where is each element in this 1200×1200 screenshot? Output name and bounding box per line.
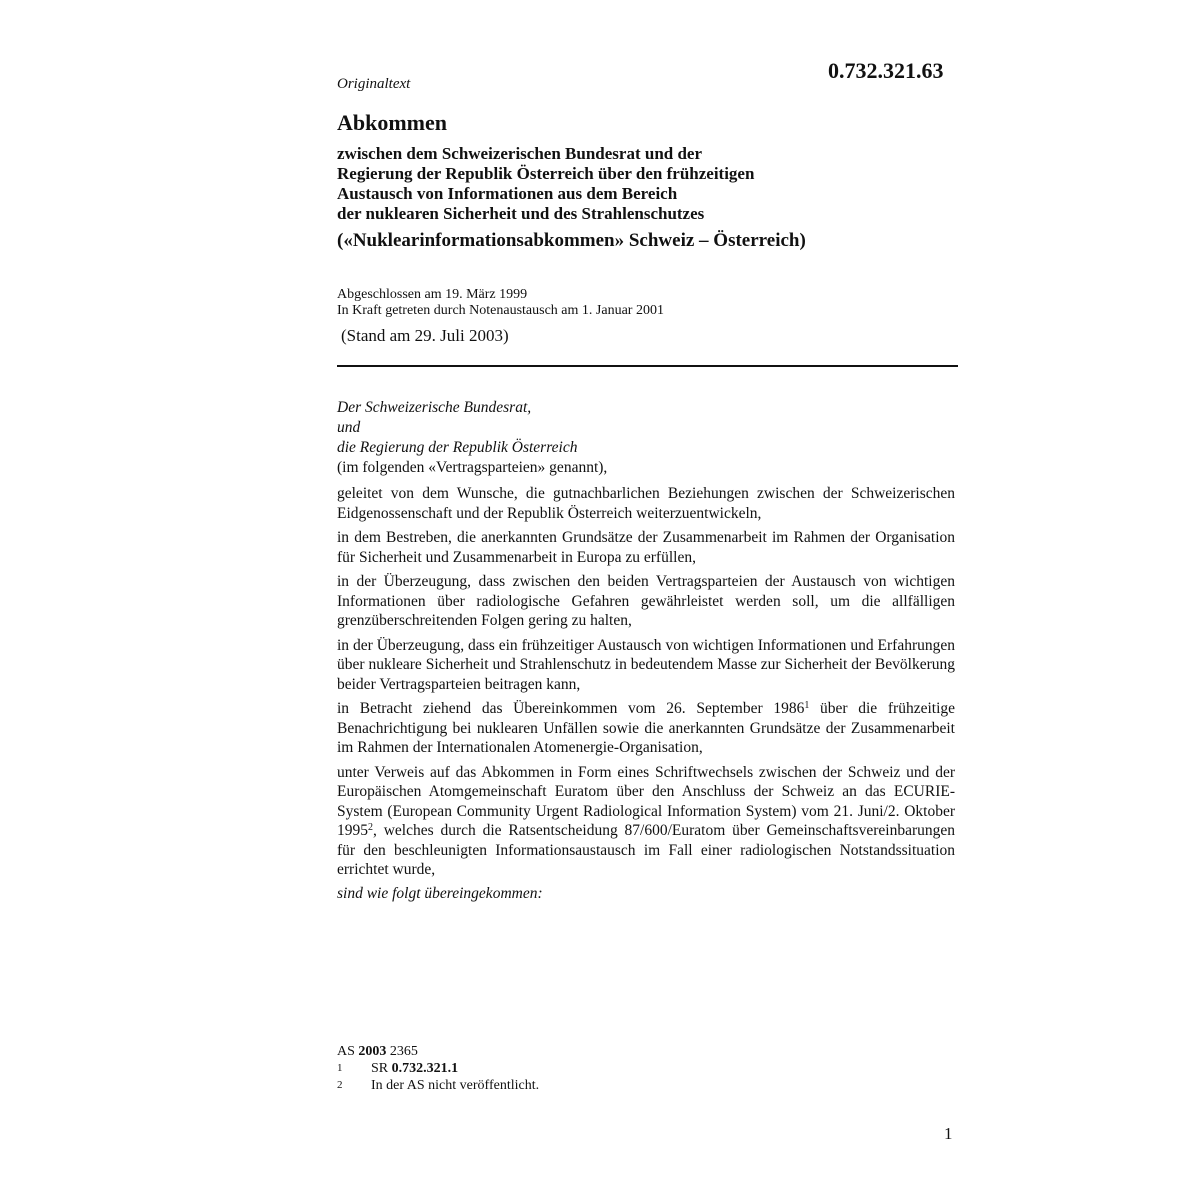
footnote-text: In der AS nicht veröffentlicht. <box>371 1078 540 1093</box>
dates-block <box>337 287 664 319</box>
closing-formula: sind wie folgt übereingekommen: <box>337 884 543 902</box>
status-date: (Stand am 29. Juli 2003) <box>341 326 509 345</box>
page-number: 1 <box>944 1124 953 1143</box>
preamble <box>337 484 955 903</box>
in-force-date: In Kraft getreten durch Notenaustausch am 1. Januar 2001 <box>337 303 664 318</box>
paragraph-text: unter Verweis auf das Abkommen in Form eines Schriftwechsels zwischen der Schweiz und der Europäischen Atomgemeinschaft Euratom über den Anschluss der Schweiz an das ECURIE-System (European Community Urgent Radiological Information System) vom 21. Juni/2. Oktober 1995 <box>337 763 955 839</box>
preamble-paragraph: in dem Bestreben, die anerkannten Grundsätze der Zusammenarbeit im Rahmen der Organisation für Sicherheit und Zusammenarbeit in Europa zu erfüllen, <box>337 529 955 566</box>
paragraph-text: in Betracht ziehend das Übereinkommen vom 26. September 1986 <box>337 700 805 717</box>
preamble-paragraph: in der Überzeugung, dass ein frühzeitiger Austausch von wichtigen Informationen und Erfahrungen über nukleare Sicherheit und Strahlenschutz in bedeutendem Masse zur Sicherheit der Bevölkerung beider Vertragsparteien beitragen kann, <box>337 636 955 693</box>
party-two: die Regierung der Republik Österreich <box>337 439 578 456</box>
party-one: Der Schweizerische Bundesrat, <box>337 399 532 416</box>
subtitle-line: zwischen dem Schweizerischen Bundesrat und der <box>337 144 703 163</box>
preamble-paragraph: geleitet von dem Wunsche, die gutnachbarlichen Beziehungen zwischen der Schweizerischen Eidgenossenschaft und der Republik Österreich weiterzuentwickeln, <box>337 485 955 522</box>
original-text-label: Originaltext <box>337 76 411 92</box>
preamble-paragraph <box>337 699 955 758</box>
sr-number: 0.732.321.63 <box>828 58 944 83</box>
concluded-date: Abgeschlossen am 19. März 1999 <box>337 287 528 302</box>
parties-block <box>337 398 957 478</box>
footnote-ref[interactable]: 2 <box>368 822 373 833</box>
as-page: 2365 <box>389 1044 418 1059</box>
as-year: 2003 <box>358 1044 387 1059</box>
footnote-prefix: SR <box>371 1061 389 1076</box>
as-prefix: AS <box>337 1044 355 1059</box>
preamble-paragraph <box>337 763 955 880</box>
document-subtitle <box>337 144 754 224</box>
footnote <box>337 1060 837 1077</box>
divider-rule <box>337 365 958 367</box>
footnote-ref[interactable]: 1 <box>804 700 810 711</box>
short-title: («Nuklearinformationsabkommen» Schweiz – Österreich) <box>337 230 806 251</box>
paragraph-text: über die frühzeitige Benachrichtigung bei nuklearen Unfällen sowie die anerkannten Grundsätze der Zusammenarbeit im Rahmen der Internationalen Atomenergie-Organisation, <box>337 700 956 756</box>
footnote-sr-number: 0.732.321.1 <box>391 1061 459 1076</box>
subtitle-line: der nuklearen Sicherheit und des Strahlenschutzes <box>337 204 705 223</box>
footnote <box>337 1077 837 1094</box>
subtitle-line: Regierung der Republik Österreich über den frühzeitigen <box>337 164 755 183</box>
official-collection-ref <box>337 1043 837 1060</box>
party-conjunction: und <box>337 419 361 436</box>
paragraph-text: , welches durch die Ratsentscheidung 87/600/Euratom über Gemeinschaftsvereinbarungen für den beschleunigten Informationsaustausch im Fall einer radiologischen Notstandssituation errichtet wurde, <box>337 822 955 878</box>
parties-designation: (im folgenden «Vertragsparteien» genannt), <box>337 459 608 476</box>
footer <box>337 1043 837 1094</box>
footnote-mark: 2 <box>337 1079 343 1091</box>
preamble-paragraph: in der Überzeugung, dass zwischen den beiden Vertragsparteien der Austausch von wichtigen Informationen über radiologische Gefahren gewährleistet werden soll, um die allfälligen grenzüberschreitenden Folgen gering zu halten, <box>337 573 955 629</box>
footnote-text <box>371 1060 458 1077</box>
document-title: Abkommen <box>337 110 448 135</box>
subtitle-line: Austausch von Informationen aus dem Bereich <box>337 184 678 203</box>
footnote-mark: 1 <box>337 1062 343 1074</box>
